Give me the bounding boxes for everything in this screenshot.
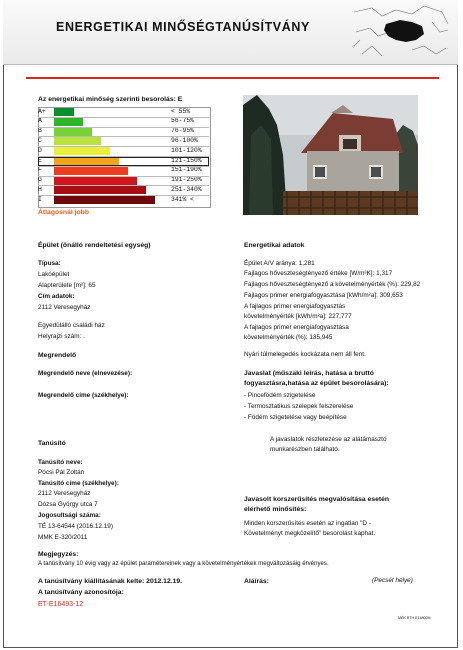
proposal-item: - Pincefödém szigetelése	[244, 392, 316, 399]
rating-class-range: 76-95%	[171, 127, 195, 135]
rating-heading: Az energetikai minőség szerinti besorolás: E	[38, 96, 183, 103]
energy-line: követelményérték (%): 135,945	[244, 334, 333, 341]
energy-line: követelményérték [kWh/m²a]: 227,777	[244, 313, 352, 320]
rating-row-divider	[38, 146, 209, 147]
rating-class-label: C	[38, 136, 42, 144]
document-title: ENERGETIKAI MINŐSÉGTANÚSÍTVÁNY	[56, 20, 310, 34]
rating-row-divider	[38, 185, 209, 186]
rating-class-range: < 55%	[171, 107, 191, 115]
license-number-2: MMK E-320/2011	[38, 534, 88, 541]
proposal-item: - Födém szigetelése vagy beépítése	[244, 414, 347, 421]
energy-line: Épület A/V aránya: 1,281	[244, 260, 315, 267]
license-number: TÉ 13-64544 (2016.12.19)	[38, 523, 113, 530]
building-lot: Helyrajzi szám: .	[38, 333, 85, 340]
building-type: Lakóépület	[38, 271, 70, 278]
proposal-item: - Termosztatikus szelepek felszerelése	[244, 403, 354, 410]
building-photo	[243, 95, 418, 215]
rating-class-range: 96-100%	[171, 136, 198, 144]
energy-line: Fajlagos hőveszteségtényező értéke [W/m³K]: 1,317	[244, 270, 393, 277]
license-label: Jogosultsági száma:	[38, 512, 101, 519]
rating-class-range: 101-120%	[171, 146, 202, 154]
overheat-note: Nyári túlmelegedés kockázata nem áll fent.	[244, 351, 366, 358]
header-divider	[26, 77, 439, 79]
footer-code: MÉK RTH E14802M	[398, 616, 431, 620]
rating-verdict: Átlagosnál jobb	[38, 209, 89, 216]
certifier-address: 2112 Veresegyház	[38, 490, 91, 497]
rating-bar	[54, 177, 137, 185]
rating-class-range: 121-150%	[171, 156, 202, 164]
rating-class-label: H	[38, 185, 42, 193]
rating-row-divider	[38, 136, 209, 137]
building-address-label: Cím adatok:	[38, 293, 75, 300]
building-type-label: Típusa:	[38, 260, 61, 267]
rating-row-divider	[38, 166, 209, 167]
building-area: Alapterülete [m²]: 65	[38, 282, 96, 289]
rating-class-label: E	[38, 156, 42, 164]
certificate-id: ET-E16493-12	[38, 601, 84, 608]
document-header	[3, 0, 458, 65]
proposal-heading: Javaslat (műszaki leírás, hatása a bruttó	[244, 370, 374, 377]
rating-bar	[54, 167, 128, 175]
client-heading: Megrendelő	[38, 352, 77, 359]
rating-bar	[54, 118, 83, 126]
proposal-note-2: munkarészben található.	[270, 446, 340, 453]
energy-line: A fajlagos primer energiafogyasztás	[244, 303, 346, 310]
rating-bar	[54, 108, 74, 116]
certifier-name: Pócsi Pál Zoltán	[38, 469, 85, 476]
recommended-heading: Javasolt korszerűsítés megvalósítása esetén	[244, 496, 390, 503]
rating-class-label: D	[38, 146, 42, 154]
recommended-text: Minden korszerűsítés esetén az ingatlan "D -	[244, 520, 371, 527]
certifier-heading: Tanúsító	[38, 440, 66, 447]
rating-class-range: 341% <	[171, 195, 195, 203]
certifier-address-label: Tanúsító címe (székhelye):	[38, 480, 119, 487]
hungary-map-icon	[352, 2, 450, 62]
recommended-heading-2: elérhető minősítés:	[244, 506, 307, 513]
energy-line: Fajlagos primer energiafogyasztása [kWh/m²a]: 309,653	[244, 292, 403, 299]
client-name-label: Megrendelő neve (elnevezése):	[38, 370, 133, 377]
rating-row-divider	[38, 195, 209, 196]
rating-bar	[54, 137, 101, 145]
certifier-address-2: Dózsa György utca 7	[38, 501, 98, 508]
client-address-label: Megrendelő címe (székhelye):	[38, 392, 129, 399]
rating-class-range: 191-250%	[171, 176, 202, 184]
certificate-id-label: A tanúsítvány azonosítója:	[38, 589, 124, 596]
rating-class-label: A	[38, 117, 42, 125]
building-address: 2112 Veresegyház	[38, 304, 91, 311]
rating-bar	[54, 147, 110, 155]
rating-class-label: F	[38, 166, 42, 174]
signature-label: Aláírás:	[244, 578, 269, 585]
selected-class-marker	[38, 157, 209, 166]
rating-class-label: A+	[38, 107, 46, 115]
remarks-text: A tanúsítvány 10 évig vagy az épület paramétereinek vagy a követelményértékek megváltozásáig érvényes.	[38, 560, 329, 567]
energy-line: Fajlagos hőveszteségtényező a követelményérték (%): 229,82	[244, 281, 421, 288]
rating-class-label: I	[38, 195, 42, 203]
proposal-note: A javaslatok részletezése az alátámasztó	[270, 436, 387, 443]
rating-class-label: G	[38, 176, 42, 184]
rating-class-range: 151-190%	[171, 166, 202, 174]
proposal-heading-2: fogyasztásra,hatása az épület besorolására):	[244, 380, 389, 387]
building-heading: Épület (önálló rendeltetési egység)	[38, 242, 151, 249]
remarks-heading: Megjegyzés:	[38, 551, 79, 558]
rating-class-label: B	[38, 127, 42, 135]
building-description: Egyedülálló családi ház	[38, 322, 105, 329]
stamp-placeholder: (Pecsét helye)	[372, 577, 413, 584]
rating-bar	[54, 186, 146, 194]
rating-row-divider	[38, 176, 209, 177]
rating-bar	[54, 128, 92, 136]
rating-class-range: 251-340%	[171, 185, 202, 193]
recommended-text-2: Követelményt megközelítő" besorolást kaphat.	[244, 530, 376, 537]
certifier-name-label: Tanúsító neve:	[38, 459, 83, 466]
energy-line: A fajlagos primer energiafogyasztása	[244, 324, 349, 331]
rating-row-divider	[38, 117, 209, 118]
rating-class-range: 56-75%	[171, 117, 195, 125]
energy-heading: Energetikai adatok	[244, 242, 305, 249]
issue-date: A tanúsítvány kiállításának kelte: 2012.12.19.	[38, 578, 183, 585]
rating-bar	[54, 196, 155, 204]
rating-row-divider	[38, 127, 209, 128]
